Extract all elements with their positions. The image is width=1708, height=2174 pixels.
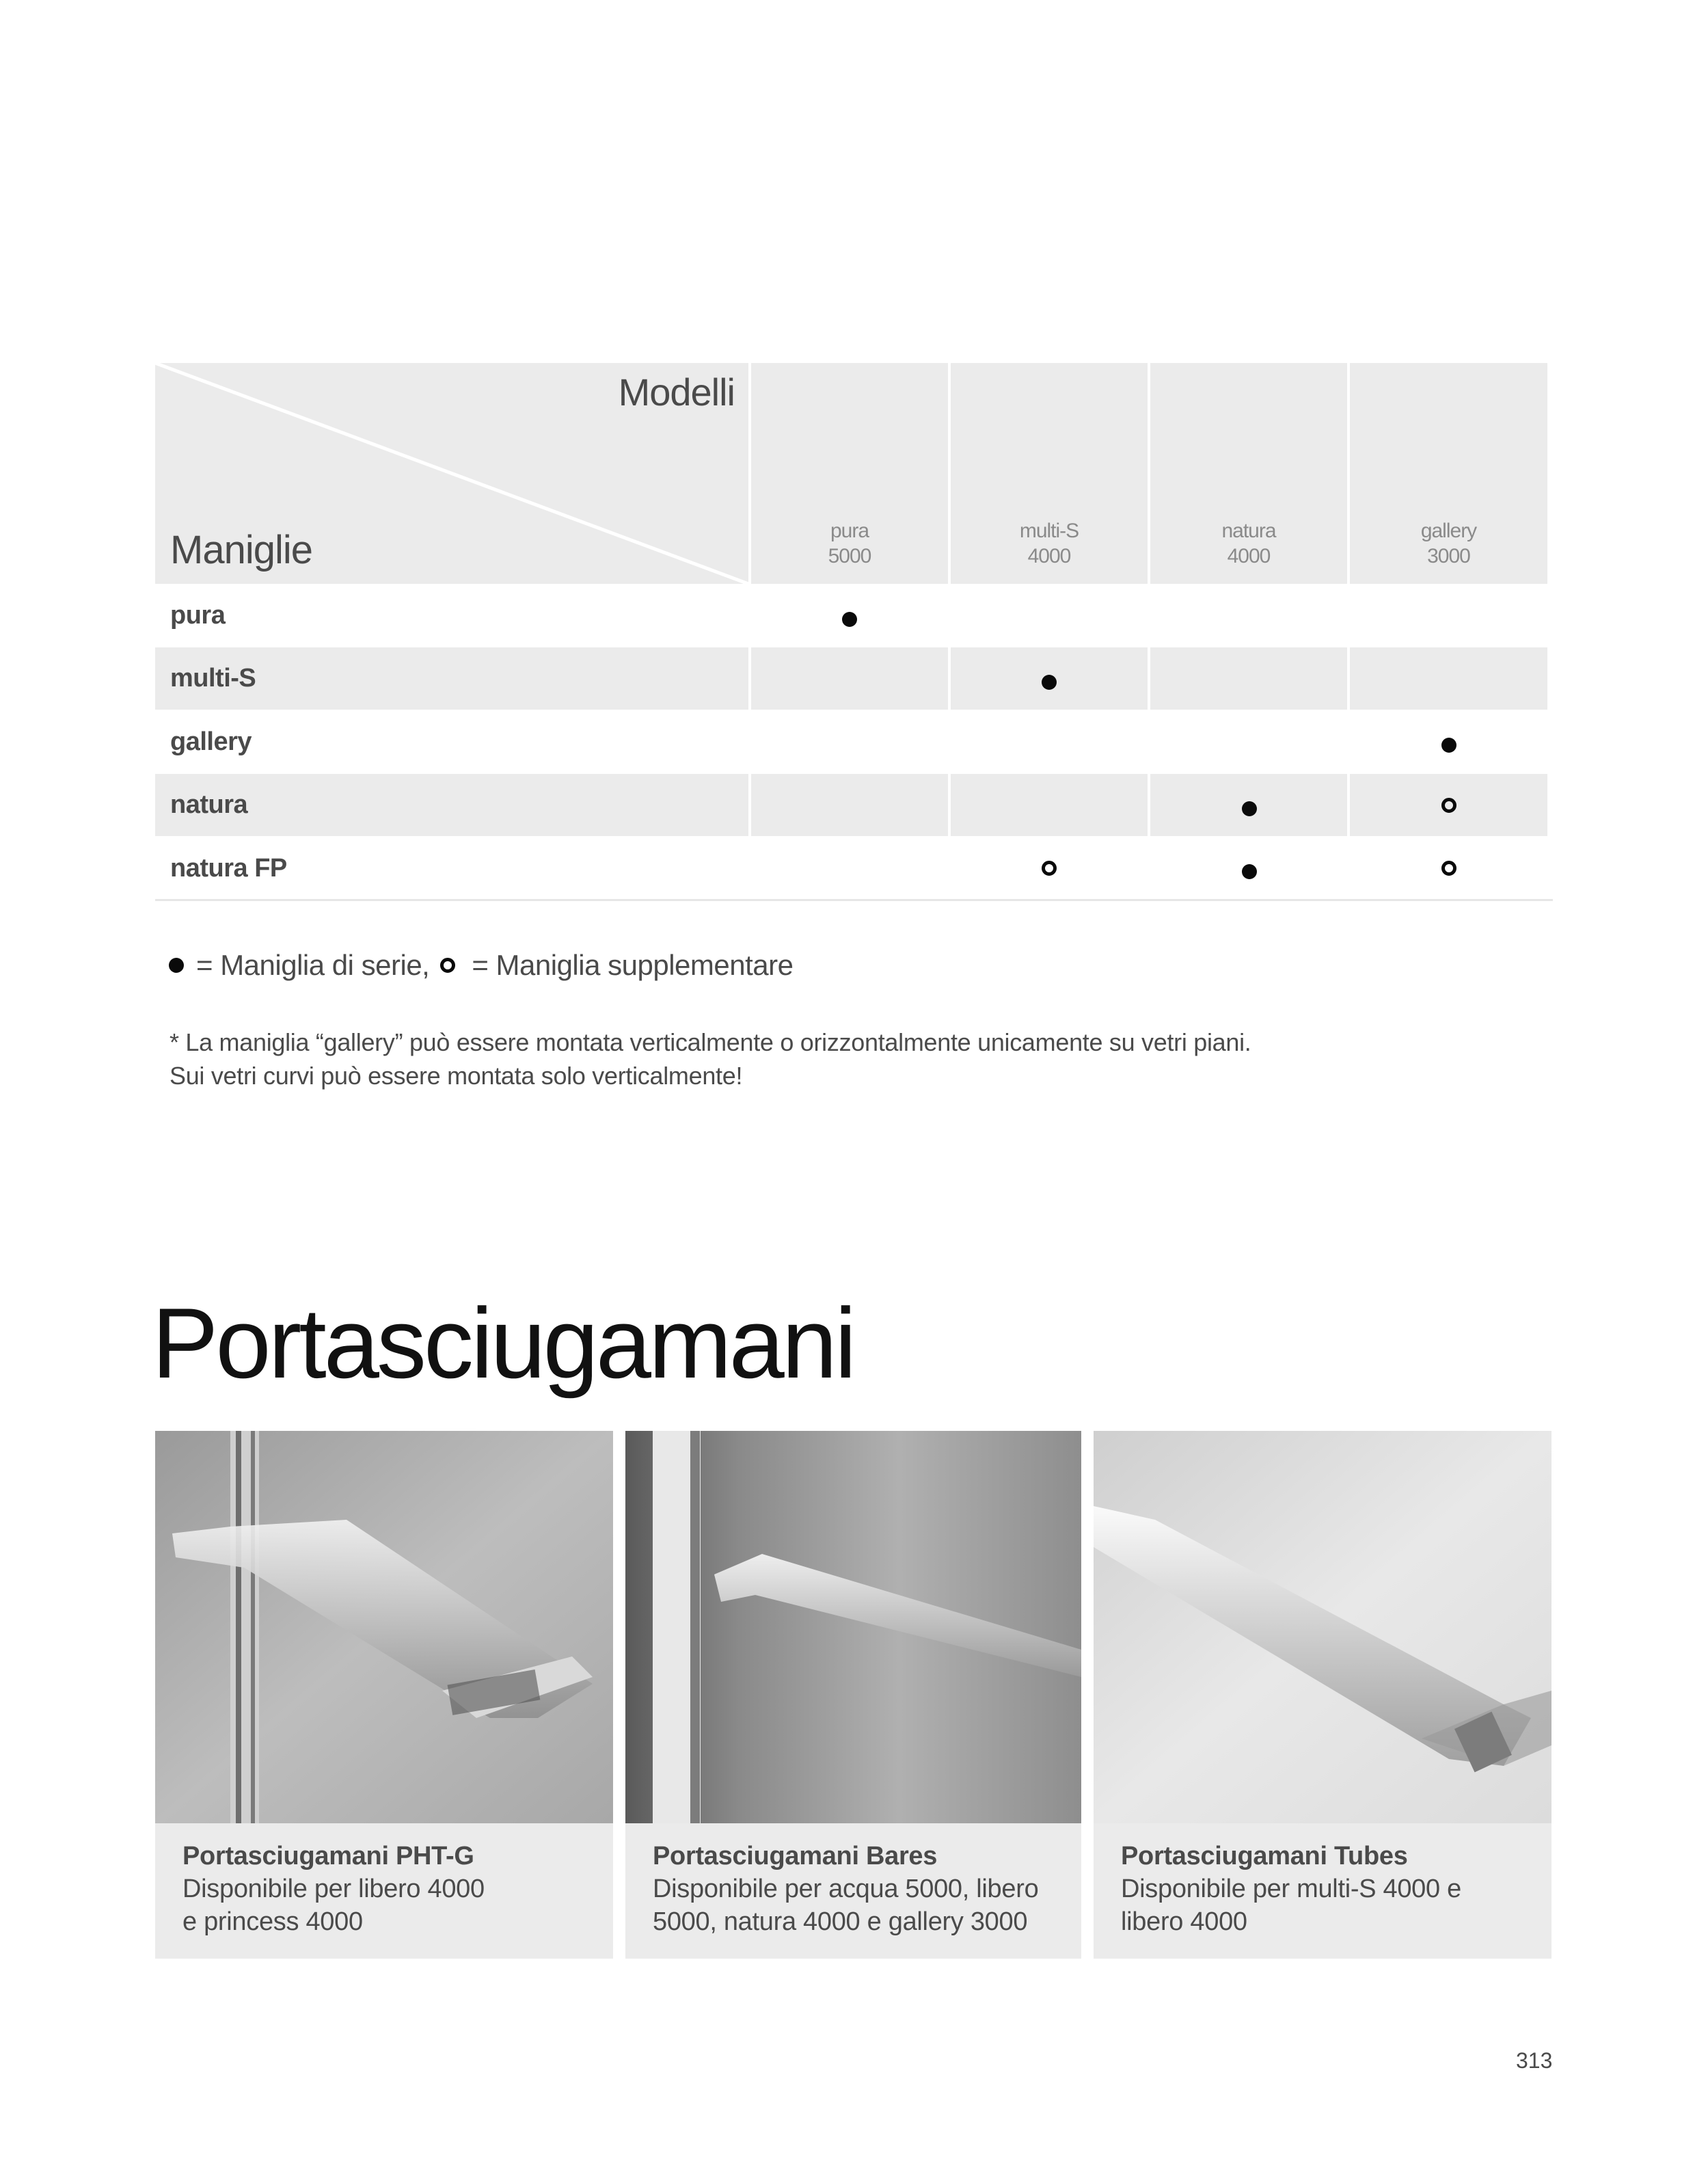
table-cell [751, 647, 948, 710]
models-axis-label: Modelli [618, 371, 735, 414]
standard-handle-dot-icon [842, 612, 857, 627]
table-row-natura [155, 774, 1550, 836]
standard-handle-dot-icon [1042, 675, 1057, 690]
product-card-pht-g [155, 1431, 613, 1959]
row-label: gallery [170, 727, 252, 756]
page-number: 313 [1516, 2048, 1553, 2073]
footnote-line-2: Sui vetri curvi può essere montata solo verticalmente! [170, 1062, 743, 1090]
column-number: 4000 [1227, 545, 1271, 567]
column-header-natura [1150, 363, 1347, 584]
standard-handle-dot-icon [1242, 864, 1257, 879]
row-label: pura [170, 601, 226, 630]
column-name: natura [1221, 520, 1276, 542]
footnote [170, 1025, 1251, 1092]
towel-bar-photo-icon [1094, 1431, 1551, 1823]
hollow-dot-icon [440, 958, 455, 973]
column-header-multi-s [951, 363, 1148, 584]
product-caption [1121, 1840, 1538, 1938]
product-photo-bares [625, 1431, 1081, 1823]
column-number: 4000 [1027, 545, 1071, 567]
column-number: 5000 [828, 545, 871, 567]
column-name: multi-S [1019, 520, 1079, 542]
column-name: gallery [1420, 520, 1477, 542]
towel-bar-photo-icon [155, 1431, 613, 1823]
legend-standard-label: = Maniglia di serie, [196, 949, 430, 981]
product-photo-tubes [1094, 1431, 1551, 1823]
optional-handle-ring-icon [1441, 798, 1456, 813]
table-cell [1150, 647, 1347, 710]
table-cell [951, 774, 1148, 836]
product-photo-pht-g [155, 1431, 613, 1823]
legend-optional-label: = Maniglia supplementare [472, 949, 794, 981]
product-desc-line-2: e princess 4000 [182, 1907, 363, 1936]
product-name: Portasciugamani Tubes [1121, 1842, 1408, 1870]
footnote-line-1: * La maniglia “gallery” può essere montata verticalmente o orizzontalmente unicamente su vetri piani. [170, 1028, 1251, 1056]
column-number: 3000 [1427, 545, 1470, 567]
optional-handle-ring-icon [1042, 861, 1057, 876]
row-label: multi-S [170, 664, 256, 693]
product-desc-line-2: 5000, natura 4000 e gallery 3000 [653, 1907, 1028, 1936]
column-header-pura [751, 363, 948, 584]
product-caption [653, 1840, 1068, 1938]
table-row-natura-fp [155, 837, 1550, 899]
table-cell [751, 774, 948, 836]
product-card-tubes [1094, 1431, 1551, 1959]
row-label: natura FP [170, 853, 287, 883]
table-row-pura [155, 585, 1550, 646]
legend [169, 949, 793, 982]
product-desc-line-1: Disponibile per acqua 5000, libero [653, 1875, 1039, 1903]
product-caption [182, 1840, 599, 1938]
product-desc-line-1: Disponibile per libero 4000 [182, 1875, 485, 1903]
standard-handle-dot-icon [1242, 801, 1257, 816]
table-bottom-rule [155, 899, 1553, 901]
filled-dot-icon [169, 958, 184, 973]
standard-handle-dot-icon [1441, 738, 1456, 753]
row-label: natura [170, 790, 248, 819]
product-desc-line-1: Disponibile per multi-S 4000 e [1121, 1875, 1461, 1903]
table-cell [1350, 647, 1547, 710]
table-row-gallery [155, 711, 1550, 773]
table-row-multi-s [155, 647, 1550, 710]
product-card-bares [625, 1431, 1081, 1959]
column-header-gallery [1350, 363, 1547, 584]
product-name: Portasciugamani Bares [653, 1842, 938, 1870]
towel-bar-photo-icon [625, 1431, 1081, 1823]
table-corner-header [155, 363, 748, 584]
column-name: pura [830, 520, 869, 542]
optional-handle-ring-icon [1441, 861, 1456, 876]
handles-axis-label: Maniglie [170, 528, 312, 572]
product-desc-line-2: libero 4000 [1121, 1907, 1247, 1936]
product-name: Portasciugamani PHT-G [182, 1842, 474, 1870]
section-title: Portasciugamani [152, 1287, 854, 1399]
